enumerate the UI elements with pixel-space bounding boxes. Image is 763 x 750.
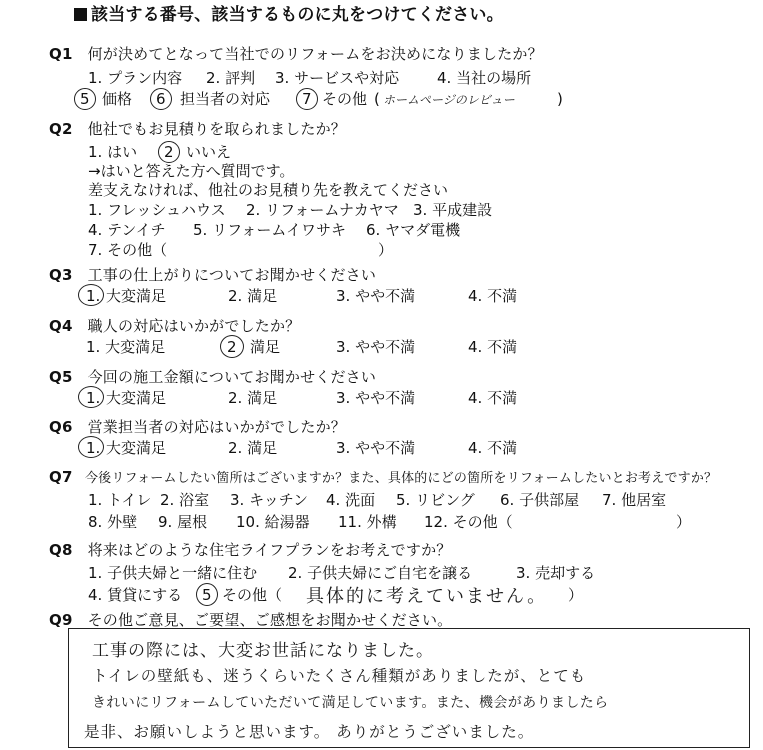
q8-option-5-close: ）: [568, 586, 584, 604]
q7-option-9[interactable]: 9. 屋根: [158, 513, 208, 531]
q3-option-1-label[interactable]: 大変満足: [106, 287, 167, 305]
q1-option-7-number[interactable]: 7: [302, 90, 312, 108]
q9-question: [49, 611, 452, 629]
q3-text: 工事の仕上がりについてお聞かせください: [87, 266, 377, 284]
q3-label: Q3: [49, 266, 73, 284]
q1-option-3[interactable]: 3. サービスや対応: [275, 69, 400, 87]
q7-option-12-close: ）: [676, 513, 692, 531]
q7-option-12[interactable]: 12. その他（: [424, 513, 513, 531]
q7-text: 今後リフォームしたい箇所はございますか？また、具体的にどの箇所をリフォームしたいとお考えですか？: [84, 471, 718, 486]
q4-option-2-number[interactable]: 2: [227, 338, 237, 356]
page-header: [74, 6, 504, 24]
q2-question: [49, 120, 346, 138]
q8-text: 将来はどのような住宅ライフプランをお考えですか？: [87, 541, 452, 559]
q6-text: 営業担当者の対応はいかがでしたか？: [87, 418, 346, 436]
q7-option-8[interactable]: 8. 外壁: [88, 513, 138, 531]
q6-question: [49, 418, 346, 436]
q7-option-6[interactable]: 6. 子供部屋: [500, 491, 580, 509]
q3-option-2[interactable]: 2. 満足: [228, 287, 278, 305]
q5-option-4[interactable]: 4. 不満: [468, 389, 518, 407]
q7-option-2[interactable]: 2. 浴室: [160, 491, 210, 509]
q2-option-no-number[interactable]: 2: [164, 143, 174, 161]
q4-label: Q4: [49, 317, 73, 335]
q2-option-no-label[interactable]: いいえ: [186, 143, 232, 161]
q4-option-4[interactable]: 4. 不満: [468, 338, 518, 356]
comment-line-1: 工事の際には、大変お世話になりました。: [92, 641, 434, 661]
comment-line-2: トイレの壁紙も、迷うくらいたくさん種類がありましたが、とても: [92, 667, 587, 685]
q7-option-4[interactable]: 4. 洗面: [326, 491, 376, 509]
black-square-icon: [74, 8, 87, 21]
q4-question: [49, 317, 300, 335]
q1-paren-close: ): [557, 90, 563, 108]
q2-followup: →はいと答えた方へ質問です。: [88, 162, 295, 180]
q1-text: 何が決めてとなって当社でのリフォームをお決めになりましたか？: [87, 45, 543, 63]
q4-option-3[interactable]: 3. やや不満: [336, 338, 416, 356]
q8-option-2[interactable]: 2. 子供夫婦にご自宅を譲る: [288, 564, 473, 582]
q4-option-1[interactable]: 1. 大変満足: [86, 338, 166, 356]
q5-option-3[interactable]: 3. やや不満: [336, 389, 416, 407]
q2-company-other-close: ）: [378, 241, 394, 259]
q8-label: Q8: [49, 541, 73, 559]
q9-text: その他ご意見、ご要望、ご感想をお聞かせください。: [87, 611, 453, 629]
q3-option-3[interactable]: 3. やや不満: [336, 287, 416, 305]
q6-option-2[interactable]: 2. 満足: [228, 439, 278, 457]
q9-label: Q9: [49, 611, 73, 629]
q7-option-11[interactable]: 11. 外構: [338, 513, 397, 531]
q3-option-4[interactable]: 4. 不満: [468, 287, 518, 305]
q2-label: Q2: [49, 120, 73, 138]
q2-company-5[interactable]: 5. リフォームイワサキ: [193, 221, 347, 239]
q1-option-4[interactable]: 4. 当社の場所: [437, 69, 532, 87]
q2-option-yes[interactable]: 1. はい: [88, 143, 138, 161]
q1-handwritten-other: ホームページのレビュー: [383, 93, 515, 107]
q5-question: [49, 368, 376, 386]
q7-option-3[interactable]: 3. キッチン: [230, 491, 309, 509]
q8-option-4[interactable]: 4. 賃貸にする: [88, 586, 183, 604]
q7-option-7[interactable]: 7. 他居室: [602, 491, 667, 509]
q8-option-3[interactable]: 3. 売却する: [516, 564, 596, 582]
q7-label: Q7: [49, 468, 73, 486]
q2-company-1[interactable]: 1. フレッシュハウス: [88, 201, 226, 219]
q6-option-4[interactable]: 4. 不満: [468, 439, 518, 457]
q1-option-6-label[interactable]: 担当者の対応: [180, 90, 271, 108]
q5-label: Q5: [49, 368, 73, 386]
q1-paren-open: (: [374, 90, 380, 108]
q7-option-10[interactable]: 10. 給湯器: [236, 513, 310, 531]
q2-company-3[interactable]: 3. 平成建設: [413, 201, 493, 219]
q1-question: [49, 45, 543, 63]
q1-option-1[interactable]: 1. プラン内容: [88, 69, 183, 87]
q5-option-1-number[interactable]: 1.: [86, 389, 101, 407]
q2-company-2[interactable]: 2. リフォームナカヤマ: [246, 201, 399, 219]
q5-text: 今回の施工金額についてお聞かせください: [87, 368, 377, 386]
q1-option-5-number[interactable]: 5: [80, 90, 90, 108]
q5-option-1-label[interactable]: 大変満足: [106, 389, 167, 407]
comment-line-3: きれいにリフォームしていただいて満足しています。また、機会がありましたら: [92, 695, 609, 711]
q4-text: 職人の対応はいかがでしたか？: [87, 317, 301, 335]
header-text: 該当する番号、該当するものに丸をつけてください。: [91, 5, 504, 25]
q6-option-3[interactable]: 3. やや不満: [336, 439, 416, 457]
q7-option-5[interactable]: 5. リビング: [396, 491, 475, 509]
q1-option-7-label[interactable]: その他: [322, 90, 368, 108]
q8-handwritten-other: 具体的に考えていません。: [306, 586, 548, 607]
q1-option-5-label[interactable]: 価格: [102, 90, 133, 108]
q1-label: Q1: [49, 45, 73, 63]
q8-option-5-label[interactable]: その他（: [222, 586, 283, 604]
q1-option-6-number[interactable]: 6: [156, 90, 166, 108]
q2-text: 他社でもお見積りを取られましたか？: [87, 120, 346, 138]
q8-option-5-number[interactable]: 5: [202, 586, 212, 604]
q2-company-4[interactable]: 4. テンイチ: [88, 221, 166, 239]
q1-option-2[interactable]: 2. 評判: [206, 69, 256, 87]
q3-option-1-number[interactable]: 1.: [86, 287, 101, 305]
q2-company-6[interactable]: 6. ヤマダ電機: [366, 221, 461, 239]
q2-instruction: 差支えなければ、他社のお見積り先を教えてください: [88, 181, 449, 199]
q4-option-2-label[interactable]: 満足: [250, 338, 281, 356]
q8-question: [49, 541, 451, 559]
q3-question: [49, 266, 376, 284]
q8-option-1[interactable]: 1. 子供夫婦と一緒に住む: [88, 564, 258, 582]
q5-option-2[interactable]: 2. 満足: [228, 389, 278, 407]
q6-option-1-number[interactable]: 1.: [86, 439, 101, 457]
q6-option-1-label[interactable]: 大変満足: [106, 439, 167, 457]
comment-line-4: 是非、お願いしようと思います。 ありがとうございました。: [84, 723, 535, 741]
q6-label: Q6: [49, 418, 73, 436]
q7-question: [49, 468, 717, 488]
q7-option-1[interactable]: 1. トイレ: [88, 491, 152, 509]
q2-company-other[interactable]: 7. その他（: [88, 241, 168, 259]
